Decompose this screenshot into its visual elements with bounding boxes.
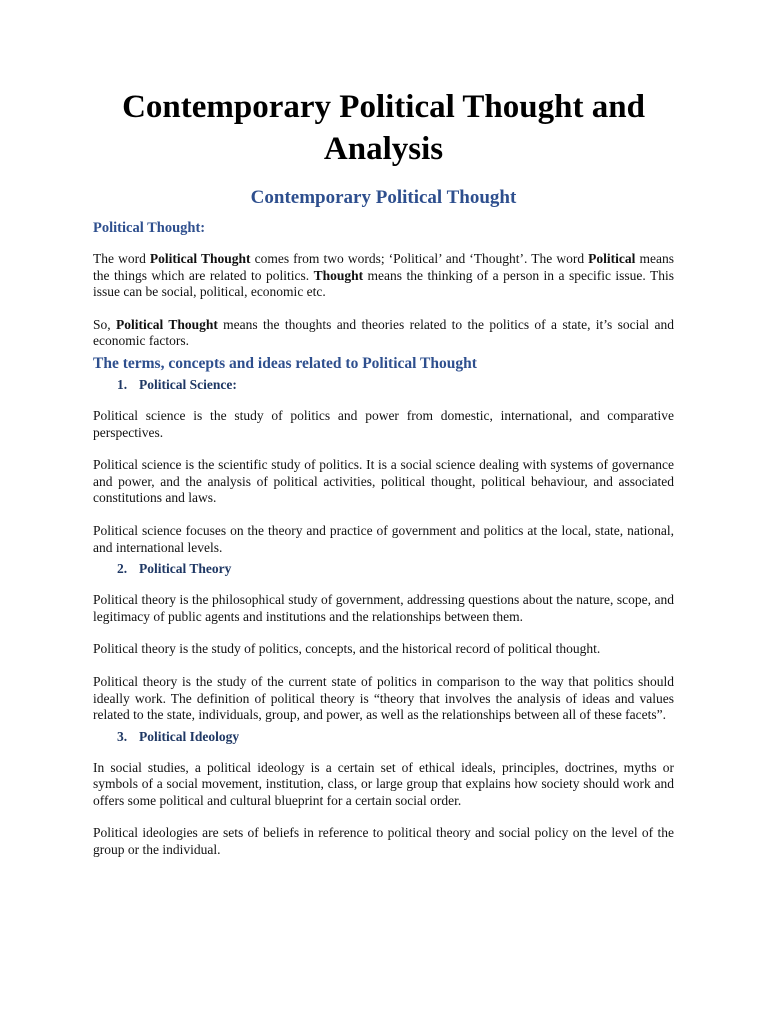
political-thought-paragraph-1: The word Political Thought comes from two words; ‘Political’ and ‘Thought’. The word Political means the things which are related to politics. Thought means the thinking of a person in a specific issue. This issue can be social, political, economic etc. [93, 251, 674, 300]
political-science-paragraph-2: Political science is the scientific study of politics. It is a social science dealing with systems of governance and power, and the analysis of political activities, political thought, political behaviour, and associated constitutions and laws. [93, 457, 674, 506]
political-theory-paragraph-1: Political theory is the philosophical study of government, addressing questions about the nature, scope, and legitimacy of public agents and institutions and the relationships between them. [93, 592, 674, 624]
political-ideology-paragraph-2: Political ideologies are sets of beliefs in reference to political theory and social policy on the level of the group or the individual. [93, 825, 674, 858]
political-theory-paragraph-3: Political theory is the study of the current state of politics in comparison to the way that politics should ideally work. The definition of political theory is “theory that involves the analysis of ideas and values related to the state, individuals, group, and power, as well as the relationships between all of these facets”. [93, 673, 674, 723]
section-heading-political-theory: 2. Political Theory [117, 561, 232, 577]
document-subtitle: Contemporary Political Thought [250, 187, 517, 208]
section-heading-political-science: 1. Political Science: [117, 376, 237, 392]
political-ideology-paragraph-1: In social studies, a political ideology is a certain set of ethical ideals, principles, doctrines, myths or symbols of a social movement, institution, class, or large group that explains how society should work and offers some political and cultural blueprint for a certain social order. [93, 759, 674, 808]
political-thought-paragraph-2: So, Political Thought means the thoughts and theories related to the politics of a state, it’s social and economic factors. [93, 316, 674, 349]
political-theory-paragraph-2: Political theory is the study of politics, concepts, and the historical record of political thought. [93, 641, 601, 657]
section-heading-political-ideology: 3. Political Ideology [117, 728, 240, 744]
document-title: Contemporary Political Thought and Analysis [122, 89, 645, 167]
terms-heading: The terms, concepts and ideas related to Political Thought [93, 354, 477, 372]
political-thought-heading: Political Thought: [93, 220, 206, 236]
political-science-paragraph-3: Political science focuses on the theory and practice of government and politics at the local, state, national, and international levels. [93, 522, 674, 555]
political-science-paragraph-1: Political science is the study of politics and power from domestic, international, and comparative perspectives. [93, 407, 674, 440]
